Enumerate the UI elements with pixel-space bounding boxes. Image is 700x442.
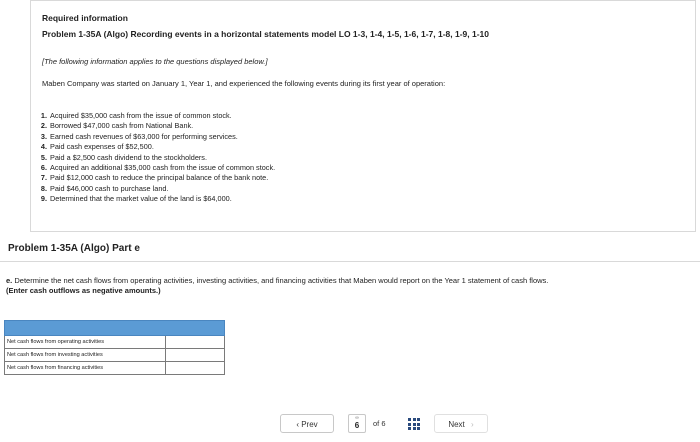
row-value-cell xyxy=(166,336,225,349)
table-row xyxy=(5,349,225,362)
event-item: 6. Acquired an additional $35,000 cash from the issue of common stock. xyxy=(40,163,276,173)
table-header xyxy=(5,321,225,336)
question-body: Determine the net cash flows from operating activities, investing activities, and financing activities that Maben would report on the Year 1 statement of cash flows. xyxy=(14,276,549,285)
event-item: 1. Acquired $35,000 cash from the issue of common stock. xyxy=(40,111,232,120)
info-note: [The following information applies to the questions displayed below.] xyxy=(42,57,268,66)
next-label: Next xyxy=(448,420,465,429)
link-icon: ∞ xyxy=(355,415,359,421)
row-label: Net cash flows from operating activities xyxy=(5,336,166,349)
prev-label: Prev xyxy=(301,420,318,429)
part-title: Problem 1-35A (Algo) Part e xyxy=(8,243,140,254)
events-list xyxy=(36,111,275,205)
row-value-cell xyxy=(166,349,225,362)
problem-title: Problem 1-35A (Algo) Recording events in a horizontal statements model LO 1-3, 1-4, 1-5, 1-6, 1-7, 1-8, 1-9, 1-10 xyxy=(42,29,490,39)
page-selector[interactable] xyxy=(348,414,366,433)
event-item: 2. Borrowed $47,000 cash from National Bank. xyxy=(40,121,194,131)
event-item: 9. Determined that the market value of the land is $64,000. xyxy=(40,194,232,204)
grid-view-icon[interactable] xyxy=(408,418,420,430)
chevron-right-icon: › xyxy=(471,420,474,429)
chevron-left-icon: ‹ xyxy=(296,420,299,429)
page-total: of 6 xyxy=(373,419,386,428)
question-text xyxy=(6,276,566,296)
row-label: Net cash flows from investing activities xyxy=(5,349,166,362)
row-value-cell xyxy=(166,362,225,375)
event-item: 5. Paid a $2,500 cash dividend to the stockholders. xyxy=(40,152,207,162)
question-prefix: e. xyxy=(6,276,13,285)
event-item: 7. Paid $12,000 cash to reduce the principal balance of the bank note. xyxy=(40,173,269,183)
required-info-panel xyxy=(30,0,696,232)
question-emphasis: (Enter cash outflows as negative amounts.) xyxy=(6,286,161,295)
current-page-number: 6 xyxy=(354,421,360,430)
problem-intro: Maben Company was started on January 1, Year 1, and experienced the following events during its first year of operation: xyxy=(42,79,446,88)
investing-cash-flow-input[interactable] xyxy=(168,350,222,360)
event-item: 8. Paid $46,000 cash to purchase land. xyxy=(40,183,169,193)
section-divider xyxy=(0,261,700,262)
row-label: Net cash flows from financing activities xyxy=(5,362,166,375)
operating-cash-flow-input[interactable] xyxy=(168,337,222,347)
required-info-heading: Required information xyxy=(42,13,128,23)
table-header-row xyxy=(5,321,225,336)
table-row xyxy=(5,362,225,375)
next-button[interactable] xyxy=(434,414,488,433)
prev-button[interactable] xyxy=(280,414,334,433)
table-row xyxy=(5,336,225,349)
financing-cash-flow-input[interactable] xyxy=(168,363,222,373)
event-item: 4. Paid cash expenses of $52,500. xyxy=(40,142,154,152)
answer-table xyxy=(4,320,225,375)
event-item: 3. Earned cash revenues of $63,000 for performing services. xyxy=(40,131,238,141)
